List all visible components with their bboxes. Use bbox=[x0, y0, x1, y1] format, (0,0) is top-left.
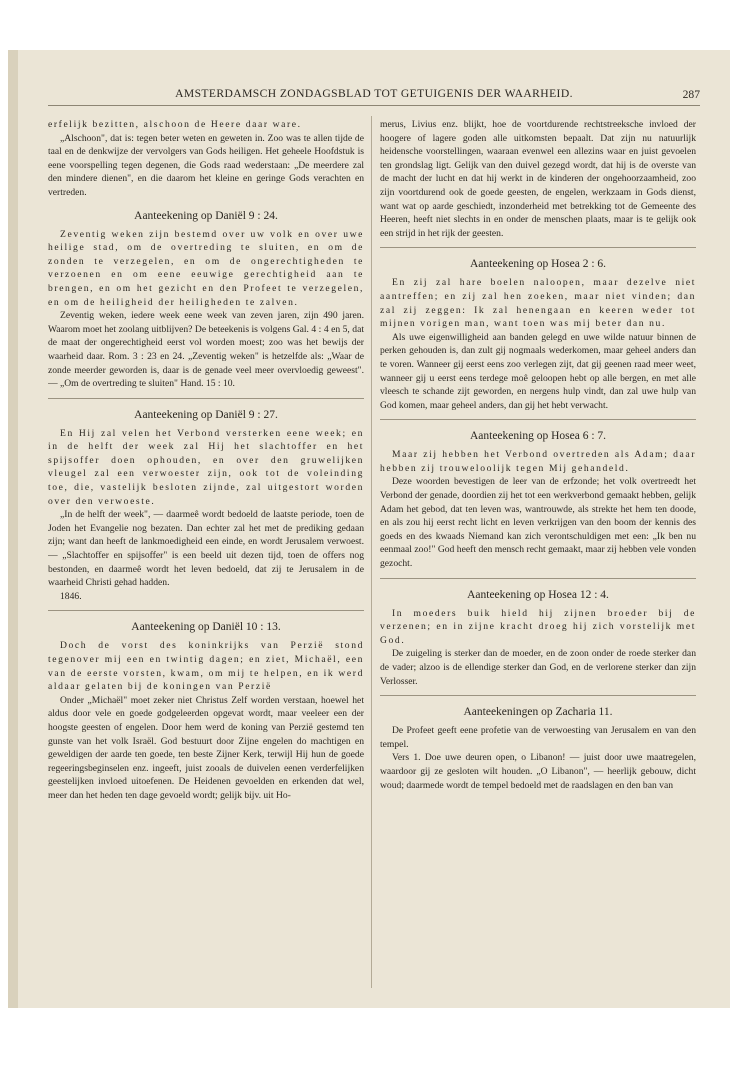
section-heading-daniel-9-27: Aanteekening op Daniël 9 : 27. bbox=[134, 408, 278, 421]
commentary-zacharia-11-intro: De Profeet geeft eene profetie van de verwoesting van Jerusalem en van den tempel. bbox=[380, 725, 696, 750]
section-rule bbox=[380, 419, 696, 420]
section-heading-hosea-6-7: Aanteekening op Hosea 6 : 7. bbox=[469, 430, 607, 443]
verse-hosea-12-4: In moeders buik hield hij zijnen broeder bij de verzenen; en in zijne kracht droeg hij zich vorstelijk met God. bbox=[380, 607, 696, 646]
intro-line: erfelijk bezitten, alschoon de Heere daar ware. bbox=[48, 119, 302, 130]
verse-hosea-6-7: Maar zij hebben het Verbond overtreden als Adam; daar hebben zij trouweloolijk tegen Mij gehandeld. bbox=[380, 449, 696, 474]
left-column bbox=[48, 118, 364, 996]
continued-paragraph: merus, Livius enz. blijkt, hoe de voortdurende rechtstreeksche invloed der hoogere of lagere goden alle uitkomsten bepaalt. Dat zijn nu natuurlijk heidensche voorstellingen, waaraan evenwel een allezins waar en juist gevoelen ten grondslag ligt. Gelijk van den duivel gezegd wordt, dat hij is de overste van de macht der lucht en dat hij werkt in de kinderen der ongehoorzaamheid, zoo zijn voortdurend ook de goede geesten, de engelen, werkzaam in Gods dienst, want wat op aarde geschiedt, inzonderheid met betrekking tot de Gemeente des Heeren, heeft niet slechts in en onder de menschen plaats, maar is te gelijk ook een strijd in het rijk der geesten. bbox=[380, 119, 696, 239]
verse-daniel-10-13: Doch de vorst des koninkrijks van Perzië stond tegenover mij een en twintig dagen; en ziet, Michaël, een van de eerste vorsten, kwam, om mij te helpen, en ik werd aldaar gelaten bij de koningen van Perzië bbox=[48, 640, 364, 693]
section-heading-hosea-12-4: Aanteekening op Hosea 12 : 4. bbox=[467, 588, 609, 601]
commentary-hosea-6-7: Deze woorden bevestigen de leer van de erfzonde; het volk overtreedt het Verbond der genade, doordien zij het tot een werkverbond gemaakt hebben, gelijk Adam het gebod, dat ten leven was, wantrouwde, als strekte het hem ten doode, en als zou hij eerst recht licht en leven verkrijgen van den boom der kennis des goeds en des kwaads Niemand kan zich verontschuldigen met een: „Ik ben nu eenmaal zoo!" God heeft den mensch recht gemaakt, maar zij hebben vele vonden gezocht. bbox=[380, 476, 696, 570]
section-rule bbox=[380, 578, 696, 579]
section-rule bbox=[380, 247, 696, 248]
verse-daniel-9-27: En Hij zal velen het Verbond versterken eene week; en in de helft der week zal Hij het slachtoffer en het spijsoffer doen ophouden, en over den gruwelijken vleugel zal een verwoester zijn, ook tot de voleinding toe, die, vastelijk besloten zijnde, zal uitgestort worden over den verwoeste. bbox=[48, 427, 364, 507]
commentary-hosea-12-4: De zuigeling is sterker dan de moeder, en de zoon onder de roede sterker dan de vader; alzoo is de ellendige sterker dan God, en de verlorene sterker dan zijn Verlosser. bbox=[380, 648, 696, 687]
intro-paragraph: „Alschoon", dat is: tegen beter weten en geweten in. Zoo was te allen tijde de taal en de denkwijze der vervolgers van Gods heiligen. Het geheele Hoofdstuk is eene voorspelling tegen degenen, die Gods raad wederstaan: „De meerdere zal den mindere dienen", en die daarom het kleine en geringe Gods verachten en vertreden. bbox=[48, 132, 364, 198]
section-heading-daniel-10-13: Aanteekening op Daniël 10 : 13. bbox=[131, 621, 281, 634]
section-heading-daniel-9-24: Aanteekening op Daniël 9 : 24. bbox=[134, 209, 278, 222]
commentary-daniel-9-24: Zeventig weken, iedere week eene week van zeven jaren, zijn 490 jaren. Waarom moet het zoolang uitblijven? De beteekenis is volgens Gal. 4 : 4 en 5, dat de maat der ongerechtigheid eerst vol worden moest; zoo was het bewijs der waarheid daar. Rom. 3 : 23 en 24. „Zeventig weken" is hetzelfde als: „Waar de zonde meerder geworden is, daar is de genade veel meer overvloedig geweest". — „Om de overtreding te sluiten" Hand. 15 : 10. bbox=[48, 310, 364, 390]
column-divider bbox=[371, 116, 372, 988]
section-rule bbox=[48, 610, 364, 611]
verse-daniel-9-24: Zeventig weken zijn bestemd over uw volk en over uwe heilige stad, om de overtreding te sluiten, en om de zonden te verzegelen, en om de ongerechtigheden te verzoenen en om eene eeuwige gerechtigheid aan te brengen, en om het gezicht en den Profeet te verzegelen, en om de heiligheid der heiligheden te zalven. bbox=[48, 228, 364, 308]
newspaper-page bbox=[8, 50, 730, 1008]
commentary-daniel-9-27: „In de helft der week", — daarmeê wordt bedoeld de laatste periode, toen de Joden het Evangelie nog bezaten. Dan echter zal het met de prediking gedaan zijn; want dan heeft de lankmoedigheid een einde, en wordt Jerusalem verwoest. — „Slachtoffer en spijsoffer" is een beeld uit dezen tijd, toen de offers nog bestonden, en daarmeê wordt het leven bedoeld, dat zij te Jerusalem in de waarheid Christi gehad hadden. bbox=[48, 509, 364, 589]
section-rule bbox=[48, 398, 364, 399]
commentary-hosea-2-6: Als uwe eigenwilligheid aan banden gelegd en uwe wilde natuur binnen de perken gehouden is, dan zult gij nogmaals wederkomen, maar geheel anders dan te voren. Wanneer gij eerst eens zoo verlegen zijt, dat gij geenen raad meer weet, wanneer gij u eerst eens terdege moê geloopen hebt op alle bergen, en met alle vleesch te schande zijt geworden, en nergens hulp vindt, dan zal uwe hulp van God komen, maar geheel anders, dan gij het hebt verwacht. bbox=[380, 331, 696, 411]
year-note: 1846. bbox=[60, 590, 82, 602]
verse-hosea-2-6: En zij zal hare boelen naloopen, maar dezelve niet aantreffen; en zij zal hen zoeken, maar niet vinden; dan zal zij zeggen: Ik zal henengaan en keeren weder tot mijnen vorigen man, want toen was mij beter dan nu. bbox=[380, 277, 696, 330]
commentary-daniel-10-13: Onder „Michaël" moet zeker niet Christus Zelf worden verstaan, hoewel het aldus door vele en goede godgeleerden opgevat wordt, maar veeleer een der hoogste geesten of engelen. Door hem werd de koning van Perzië gestemd ten gunste van het volk Israël. God bestuurt door Zijne engelen do machtigen en geweldigen der aarde ten goede, ten beste Zijner Kerk, terwijl Hij hun de goede regeeringsbeginselen enz. ingeeft, juist zooals de duivelen eenen verderfelijken geestelijken invloed uitoefenen. De Heidenen gevoelden en erkenden dat wel, meer dan het heden ten dage gevoeld wordt; gelijk bijv. uit Ho- bbox=[48, 694, 364, 801]
right-column bbox=[380, 118, 696, 996]
section-rule bbox=[380, 695, 696, 696]
page-number: 287 bbox=[682, 88, 700, 101]
page-header-title: AMSTERDAMSCH ZONDAGSBLAD TOT GETUIGENIS DER WAARHEID. bbox=[175, 87, 573, 100]
section-heading-hosea-2-6: Aanteekening op Hosea 2 : 6. bbox=[469, 258, 607, 271]
section-heading-zacharia-11: Aanteekeningen op Zacharia 11. bbox=[463, 706, 613, 719]
commentary-zacharia-11-vers-1: Vers 1. Doe uwe deuren open, o Libanon! — juist door uwe maatregelen, waardoor gij ze gesloten wilt houden. „O Libanon", — heerlijk gebouw, dicht woud; daarmede wordt de tempel bedoeld met de raadslagen en den ban van bbox=[380, 752, 696, 791]
page-binding-edge bbox=[8, 50, 18, 1008]
page-header bbox=[48, 87, 700, 106]
